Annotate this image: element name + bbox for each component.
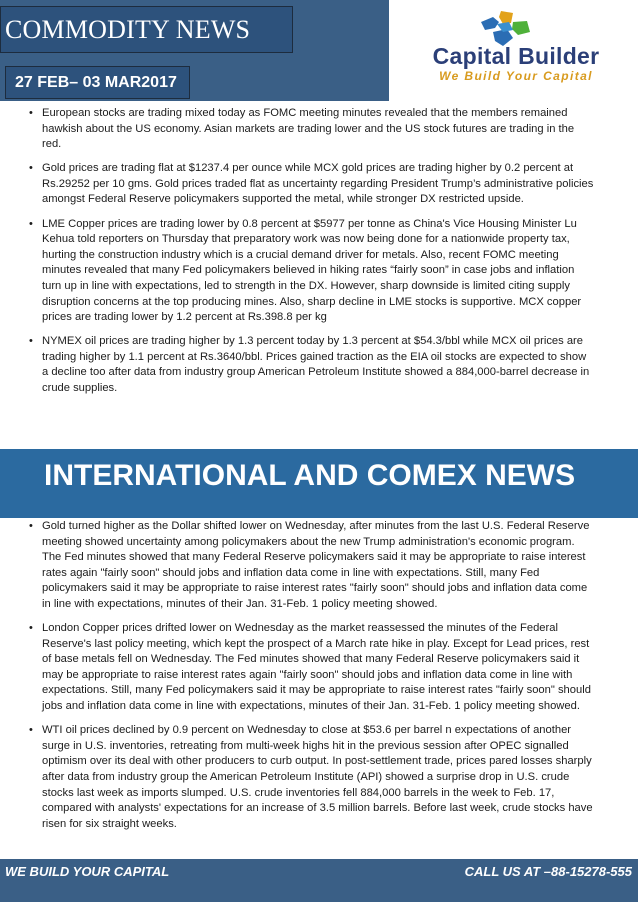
footer-slogan: WE BUILD YOUR CAPITAL <box>5 864 170 879</box>
news-item: • Gold prices are trading flat at $1237.4 per ounce while MCX gold prices are trading higher by 0.2 percent at Rs.29252 per 10 gms. Gold prices traded flat as uncertainty regarding President Trump’s administrative policies amongst Federal Reserve policymakers supported the metal, while stronger DX restricted upside. <box>42 161 594 208</box>
news-item: • European stocks are trading mixed today as FOMC meeting minutes revealed that the members remained hawkish about the US economy. Asian markets are trading lower and the US stock futures are trading in the red. <box>42 106 594 153</box>
section-banner <box>0 449 638 518</box>
news-item: • Gold turned higher as the Dollar shifted lower on Wednesday, after minutes from the last U.S. Federal Reserve meeting showed uncertainty among policymakers about the new Trump administration's economic program. The Fed minutes showed that many Federal Reserve policymakers said it may be appropriate to raise interest rates again "fairly soon" should jobs and inflation data come in line with expectations. Still, many Fed policymakers said it may be appropriate to raise interest rates "fairly soon" should jobs and inflation data come in line with expectations, minutes of their Jan. 31-Feb. 1 policy meeting showed. <box>42 519 594 613</box>
date-range-box <box>5 66 190 99</box>
news-item: • WTI oil prices declined by 0.9 percent on Wednesday to close at $53.6 per barrel n expectations of another surge in U.S. inventories, retreating from multi-week highs hit in the previous session after OPEC signalled optimism over its deal with other producers to curb output. In post-settlement trade, prices pared losses sharply after data from industry group the American Petroleum Institute (API) showed a surprise drop in U.S. crude stocks last week as imports slumped. U.S. crude inventories fell 884,000 barrels in the week to Feb. 17, compared with analysts' expectations for an increase of 3.5 million barrels. Before last week, crude stocks have risen for six straight weeks. <box>42 723 594 832</box>
news-item: • LME Copper prices are trading lower by 0.8 percent at $5977 per tonne as China's Vice Housing Minister Lu Kehua told reporters on Thursday that preparatory work was now being done for a nationwide property tax, hurting the construction industry which is a crucial demand driver for metals. Also, recent FOMC meeting minutes revealed that many Fed policymakers believed in hiking rates “fairly soon” in case jobs and inflation turn up in line with expectations, led to strength in the DX. However, sharp downside is limited citing supply disruption concerns at the top producing mines. Also, sharp decline in LME stocks is supportive. MCX copper prices are trading lower by 1.2 percent at Rs.398.8 per kg <box>42 217 594 326</box>
page-title-box <box>0 6 293 53</box>
brand-name: Capital Builder <box>432 43 600 69</box>
brand-tagline: We Build Your Capital <box>439 69 593 83</box>
footer-phone: CALL US AT –88-15278-555 <box>464 864 632 879</box>
international-news-list <box>42 519 594 841</box>
page-title: COMMODITY NEWS <box>5 15 251 44</box>
commodity-news-list <box>42 106 594 405</box>
date-range: 27 FEB– 03 MAR2017 <box>15 74 177 91</box>
brand-logo <box>389 0 638 101</box>
page-footer <box>0 859 638 902</box>
news-item: • London Copper prices drifted lower on Wednesday as the market reassessed the minutes of the Federal Reserve's last policy meeting, which kept the prospect of a March rate hike in play. Except for Lead prices, rest of base metals fell on Wednesday. The Fed minutes showed that many Federal Reserve policymakers said it may be appropriate to raise interest rates again "fairly soon" should jobs and inflation data come in line with expectations. Still, many Fed policymakers said it may be appropriate to raise interest rates "fairly soon" should jobs and inflation data come in line with expectations, minutes of their Jan. 31-Feb. 1 policy meeting showed. <box>42 621 594 715</box>
news-item: • NYMEX oil prices are trading higher by 1.3 percent today by 1.3 percent at $54.3/bbl while MCX oil prices are trading higher by 1.1 percent at Rs.3640/bbl. Prices gained traction as the EIA oil stocks are expected to show a decline too after data from industry group American Petroleum Institute showed a 884,000-barrel decrease in crude supplies. <box>42 334 594 396</box>
section-title: INTERNATIONAL AND COMEX NEWS <box>44 459 576 492</box>
page-header <box>0 0 638 101</box>
